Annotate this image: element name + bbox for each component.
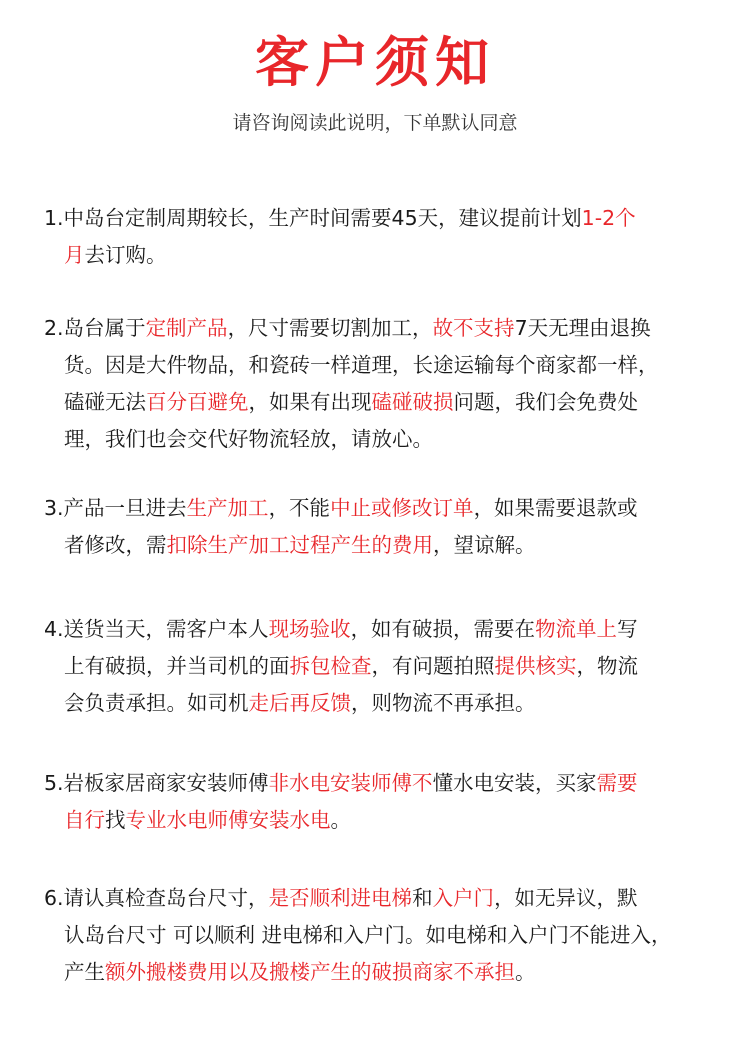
notice-line (44, 611, 724, 648)
notice-item-5 (44, 765, 724, 839)
highlight-text: 自行 (64, 808, 105, 832)
notice-line (44, 527, 724, 564)
notice-line (44, 802, 724, 839)
notice-text: 4.送货当天，需客户本人 (44, 617, 269, 641)
notice-item-6 (44, 880, 724, 991)
notice-text: ，有问题拍照 (371, 654, 495, 678)
highlight-text: 现场验收 (268, 617, 351, 641)
page-subtitle: 请咨询阅读此说明，下单默认同意 (232, 112, 518, 134)
highlight-text: 生产加工 (186, 496, 269, 520)
notice-text: 和 (412, 886, 433, 910)
highlight-text: 磕碰破损 (371, 390, 454, 414)
notice-text: 。 (515, 960, 536, 984)
highlight-text: 是否顺利进电梯 (268, 886, 413, 910)
highlight-text: 物流单上 (535, 617, 618, 641)
highlight-text: 中止或修改订单 (330, 496, 474, 520)
notice-text: 理，我们也会交代好物流轻放，请放心。 (64, 427, 433, 451)
notice-line (44, 421, 724, 458)
notice-text: 产生 (64, 960, 105, 984)
highlight-text: 拆包检查 (289, 654, 372, 678)
notice-text: 认岛台尺寸 可以顺利 进电梯和入户门。如电梯和入户门不能进入， (64, 923, 672, 947)
notice-text: 5.岩板家居商家安装师傅 (44, 771, 269, 795)
notice-item-4 (44, 611, 724, 722)
notice-text: 磕碰无法 (64, 390, 146, 414)
highlight-text: 1-2个 (581, 206, 636, 230)
notice-text: 7天无理由退换 (514, 316, 651, 340)
notice-text: 货。因是大件物品，和瓷砖一样道理，长途运输每个商家都一样， (64, 353, 659, 377)
notice-line (44, 648, 724, 685)
notice-text: 6.请认真检查岛台尺寸， (44, 886, 269, 910)
highlight-text: 扣除生产加工过程产生的费用 (166, 533, 433, 557)
notice-line (44, 310, 724, 347)
page-title: 客户须知 (255, 31, 495, 94)
notice-item-3 (44, 490, 724, 564)
notice-text: ，不能 (268, 496, 331, 520)
notice-item-1 (44, 200, 724, 274)
notice-text: 者修改，需 (64, 533, 167, 557)
notice-text: ，则物流不再承担。 (351, 691, 536, 715)
notice-text: ，如果有出现 (248, 390, 372, 414)
notice-text: 3.产品一旦进去 (44, 496, 187, 520)
notice-text: ，望谅解。 (433, 533, 536, 557)
notice-text: ，尺寸需要切割加工， (227, 316, 433, 340)
notice-text: ，物流 (576, 654, 638, 678)
highlight-text: 定制产品 (145, 316, 228, 340)
notice-line (44, 200, 724, 237)
highlight-text: 需要 (596, 771, 638, 795)
notice-text: 。 (330, 808, 351, 832)
notice-text: 1.中岛台定制周期较长，生产时间需要45天，建议提前计划 (44, 206, 582, 230)
notice-text: ，如有破损，需要在 (350, 617, 536, 641)
notice-text: 找 (105, 808, 126, 832)
highlight-text: 额外搬楼费用以及搬楼产生的破损商家不承担 (105, 960, 515, 984)
notice-line (44, 490, 724, 527)
notice-text: ，如果需要退款或 (473, 496, 638, 520)
notice-item-2 (44, 310, 724, 458)
highlight-text: 入户门 (432, 886, 495, 910)
highlight-text: 提供核实 (494, 654, 577, 678)
notice-line (44, 237, 724, 274)
notice-text: ，如无异议，默 (494, 886, 638, 910)
notice-text: 去订购。 (84, 243, 167, 267)
notice-line (44, 685, 724, 722)
notice-line (44, 347, 724, 384)
notice-text: 2.岛台属于 (44, 316, 146, 340)
notice-line (44, 954, 724, 991)
highlight-text: 月 (64, 243, 85, 267)
notice-text: 会负责承担。如司机 (64, 691, 249, 715)
notice-line (44, 384, 724, 421)
highlight-text: 百分百避免 (146, 390, 249, 414)
notice-line (44, 765, 724, 802)
highlight-text: 非水电安装师傅不 (268, 771, 433, 795)
highlight-text: 专业水电师傅安装水电 (125, 808, 331, 832)
notice-line (44, 880, 724, 917)
notice-text: 写 (617, 617, 638, 641)
notice-text: 上有破损，并当司机的面 (64, 654, 290, 678)
highlight-text: 故不支持 (432, 316, 515, 340)
notice-line (44, 917, 724, 954)
highlight-text: 走后再反馈 (248, 691, 351, 715)
notice-text: 问题，我们会免费处 (453, 390, 638, 414)
notice-text: 懂水电安装，买家 (432, 771, 597, 795)
